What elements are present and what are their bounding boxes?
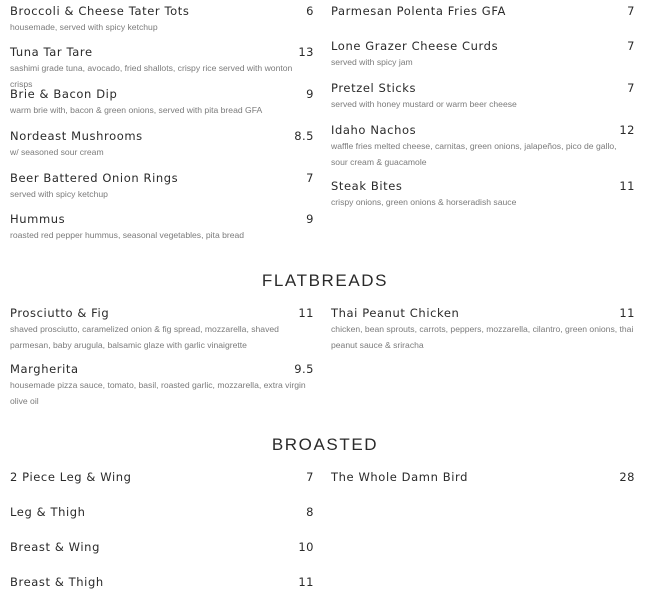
item-price: 8.5 bbox=[294, 129, 314, 143]
item-price: 28 bbox=[619, 470, 635, 484]
item-price: 9.5 bbox=[294, 362, 314, 376]
item-name: Thai Peanut Chicken bbox=[331, 306, 460, 320]
item-description: chicken, bean sprouts, carrots, peppers, mozzarella, cilantro, green onions, thai peanut sauce & sriracha bbox=[331, 324, 634, 350]
item-price: 6 bbox=[306, 4, 314, 18]
item-name: Prosciutto & Fig bbox=[10, 306, 110, 320]
item-price: 10 bbox=[298, 540, 314, 554]
item-name: Steak Bites bbox=[331, 179, 403, 193]
menu-item bbox=[331, 123, 635, 170]
item-price: 7 bbox=[627, 81, 635, 95]
item-description: w/ seasoned sour cream bbox=[10, 147, 104, 157]
item-price: 7 bbox=[306, 171, 314, 185]
item-description: housemade, served with spicy ketchup bbox=[10, 22, 158, 32]
item-description: housemade pizza sauce, tomato, basil, roasted garlic, mozzarella, extra virgin olive oil bbox=[10, 380, 306, 406]
section-title-flatbreads: FLATBREADS bbox=[261, 271, 389, 290]
menu-item bbox=[10, 505, 314, 519]
item-description: shaved prosciutto, caramelized onion & fig spread, mozzarella, shaved parmesan, baby arugula, balsamic glaze with garlic vinaigrette bbox=[10, 324, 279, 350]
item-price: 13 bbox=[298, 45, 314, 59]
item-price: 12 bbox=[619, 123, 635, 137]
item-name: Breast & Thigh bbox=[10, 575, 104, 589]
menu-item bbox=[331, 81, 635, 112]
item-name: Parmesan Polenta Fries GFA bbox=[331, 4, 506, 18]
item-name: Hummus bbox=[10, 212, 66, 226]
item-price: 11 bbox=[298, 575, 314, 589]
menu-item bbox=[331, 39, 635, 70]
menu-item bbox=[10, 129, 314, 160]
menu-item bbox=[10, 45, 314, 92]
item-name: Broccoli & Cheese Tater Tots bbox=[10, 4, 190, 18]
menu-item bbox=[10, 171, 314, 202]
menu-item bbox=[331, 4, 635, 18]
item-description: waffle fries melted cheese, carnitas, green onions, jalapeños, pico de gallo, sour cream & guacamole bbox=[331, 141, 617, 167]
item-name: Nordeast Mushrooms bbox=[10, 129, 143, 143]
item-name: The Whole Damn Bird bbox=[331, 470, 469, 484]
item-name: Tuna Tar Tare bbox=[10, 45, 93, 59]
menu-item bbox=[10, 87, 314, 118]
item-name: Leg & Thigh bbox=[10, 505, 86, 519]
menu-item bbox=[10, 4, 314, 35]
item-description: roasted red pepper hummus, seasonal vegetables, pita bread bbox=[10, 230, 245, 240]
item-name: 2 Piece Leg & Wing bbox=[10, 470, 132, 484]
item-name: Margherita bbox=[10, 362, 79, 376]
menu-item bbox=[10, 470, 314, 484]
menu-item bbox=[10, 306, 314, 353]
item-name: Pretzel Sticks bbox=[331, 81, 417, 95]
item-description: crispy onions, green onions & horseradish sauce bbox=[331, 197, 517, 207]
menu-item bbox=[10, 575, 314, 589]
item-price: 9 bbox=[306, 212, 314, 226]
item-name: Lone Grazer Cheese Curds bbox=[331, 39, 499, 53]
item-price: 9 bbox=[306, 87, 314, 101]
menu-item bbox=[10, 362, 314, 409]
item-price: 11 bbox=[619, 306, 635, 320]
item-name: Brie & Bacon Dip bbox=[10, 87, 118, 101]
item-price: 8 bbox=[306, 505, 314, 519]
item-price: 11 bbox=[298, 306, 314, 320]
item-description: served with spicy ketchup bbox=[10, 189, 108, 199]
item-description: served with honey mustard or warm beer cheese bbox=[331, 99, 517, 109]
menu-item bbox=[10, 540, 314, 554]
item-name: Breast & Wing bbox=[10, 540, 100, 554]
item-price: 7 bbox=[627, 4, 635, 18]
menu-item bbox=[10, 212, 314, 243]
item-description: warm brie with, bacon & green onions, served with pita bread GFA bbox=[10, 105, 263, 115]
item-name: Beer Battered Onion Rings bbox=[10, 171, 179, 185]
menu-item bbox=[331, 470, 635, 484]
item-price: 7 bbox=[627, 39, 635, 53]
item-price: 7 bbox=[306, 470, 314, 484]
menu-item bbox=[331, 306, 635, 353]
item-description: served with spicy jam bbox=[331, 57, 413, 67]
item-name: Idaho Nachos bbox=[331, 123, 417, 137]
menu-item bbox=[331, 179, 635, 210]
item-description: sashimi grade tuna, avocado, fried shallots, crispy rice served with wonton crisps bbox=[10, 63, 293, 89]
item-price: 11 bbox=[619, 179, 635, 193]
section-title-broasted: BROASTED bbox=[271, 435, 379, 454]
